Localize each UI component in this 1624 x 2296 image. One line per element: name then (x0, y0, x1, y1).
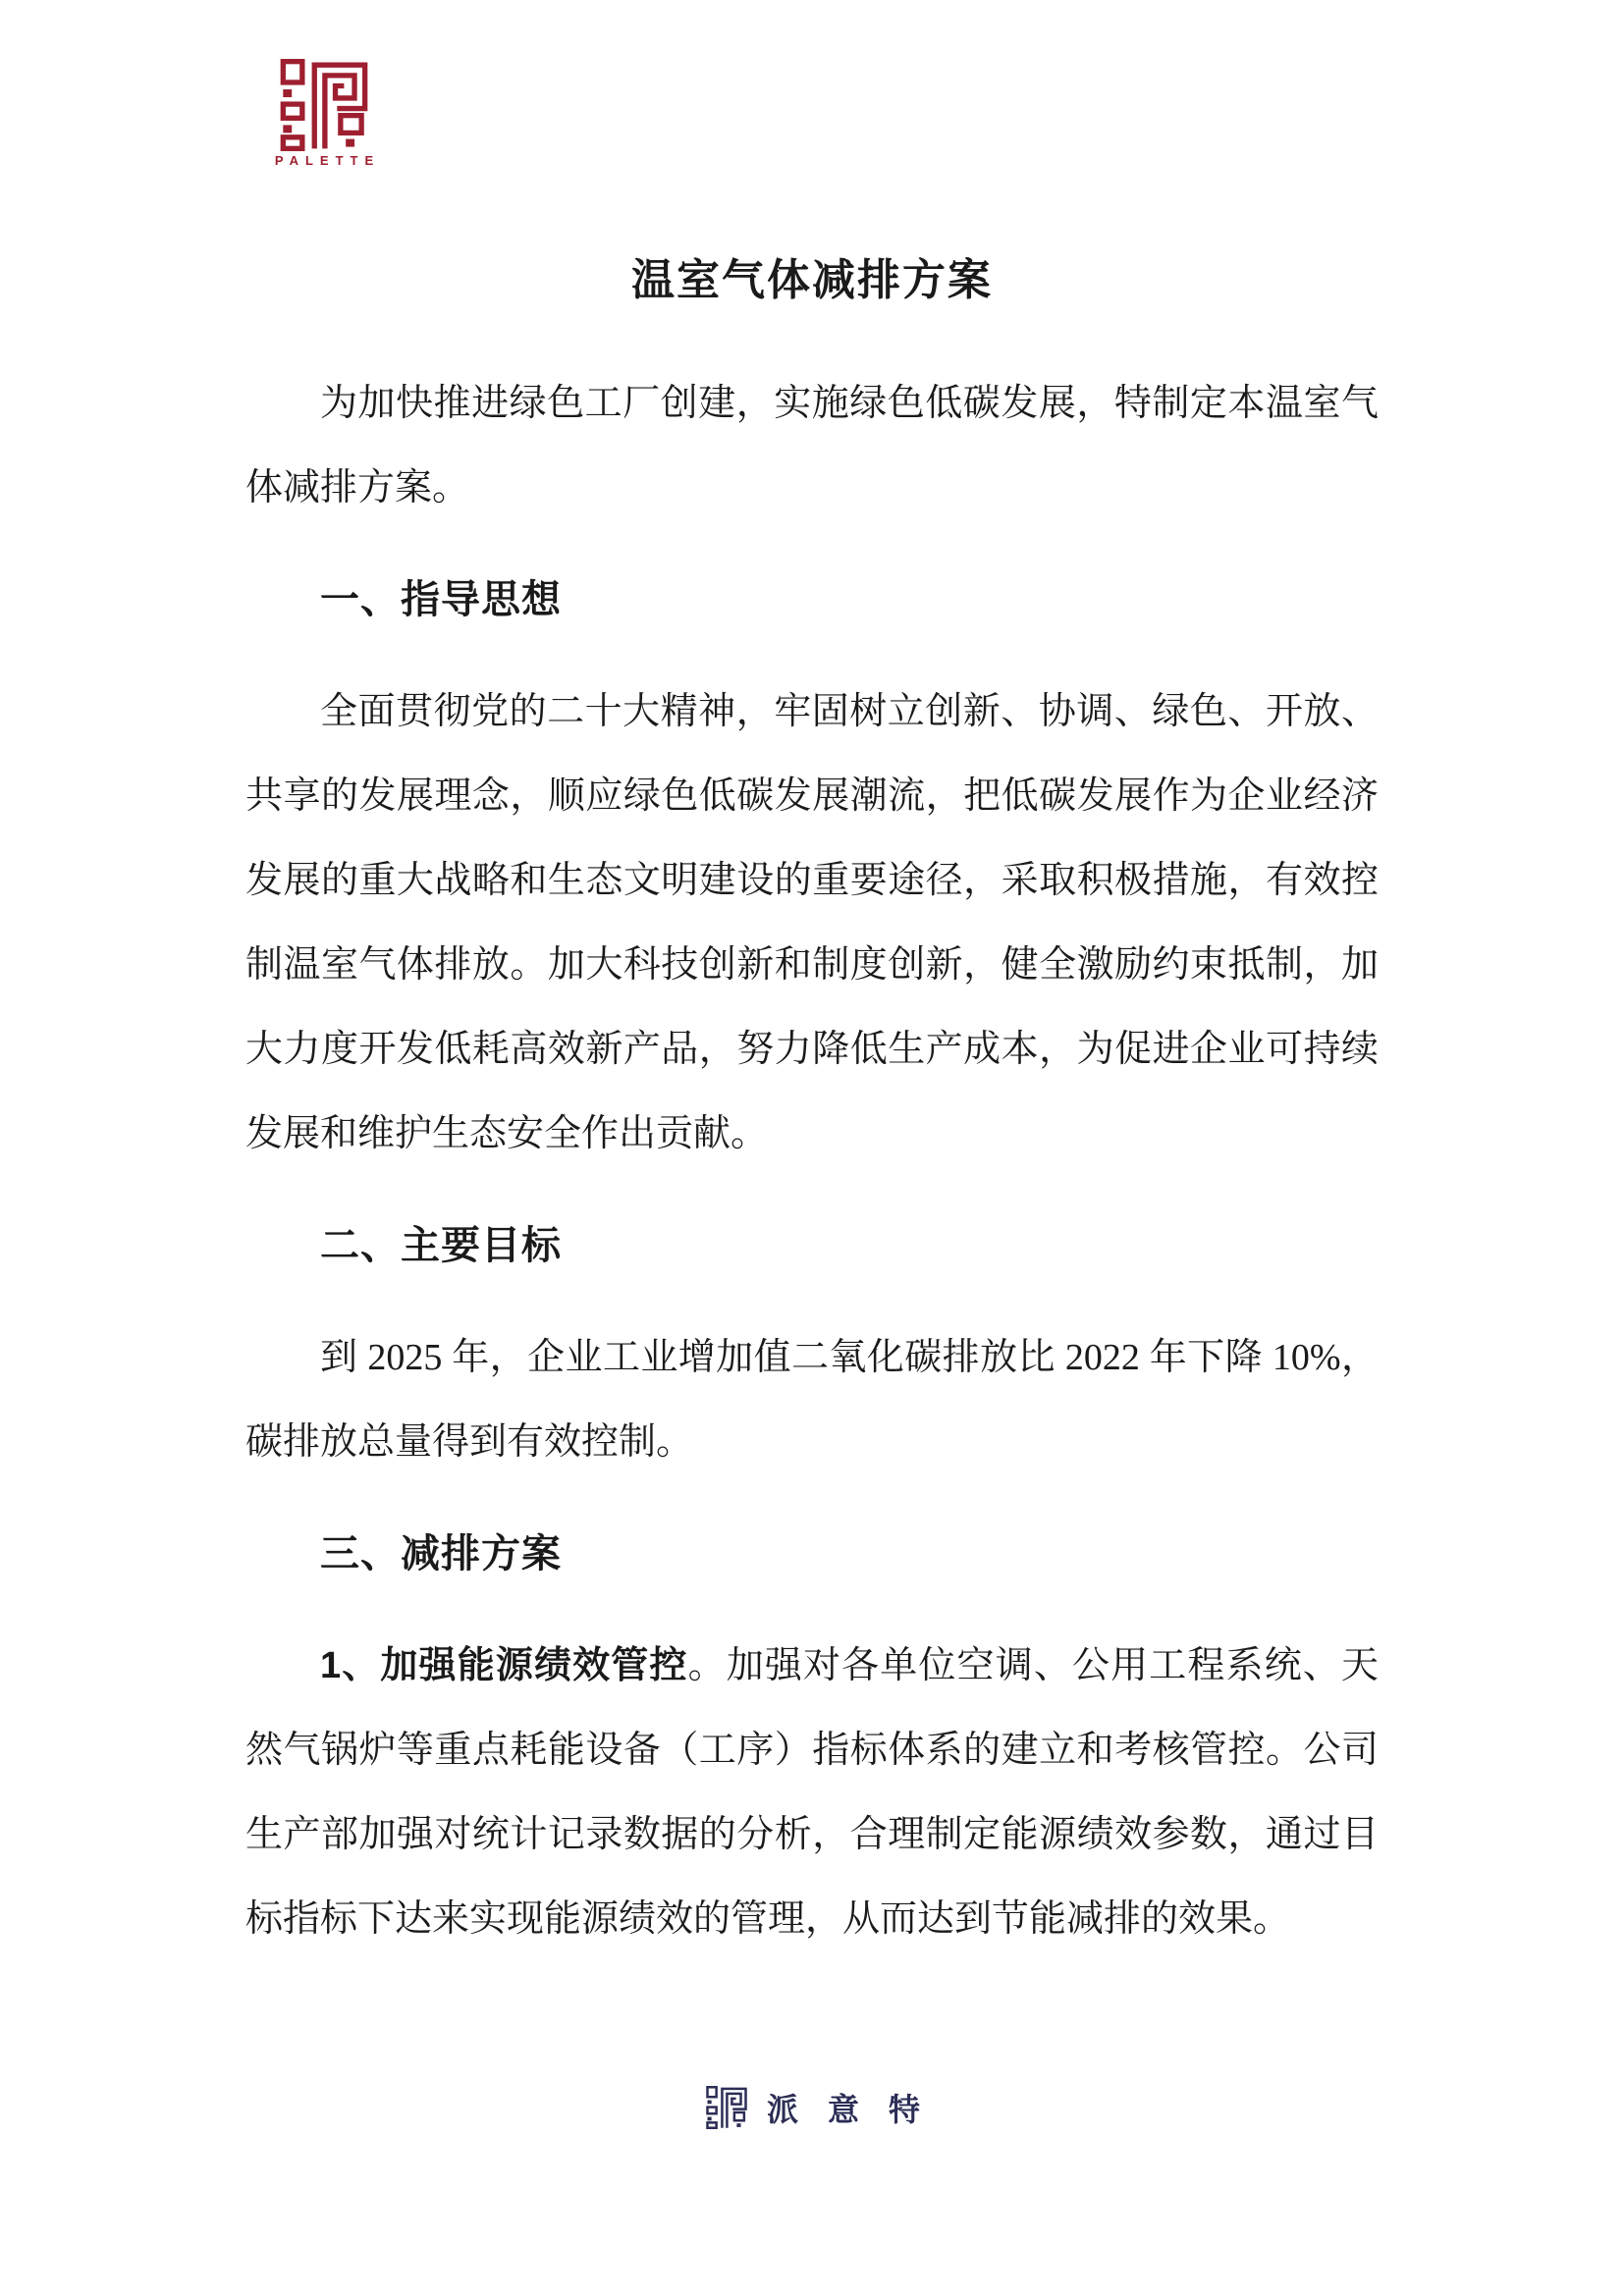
header-brand-name: PALETTE (274, 153, 381, 168)
section-2-paragraph (245, 1315, 1379, 1484)
measure-title-bold: 1、加强能源绩效管控 (320, 1645, 688, 1686)
paragraph-line: 发展和维护生态安全作出贡献。 (245, 1113, 769, 1154)
paragraph-line: 制温室气体排放。加大科技创新和制度创新，健全激励约束抵制，加 (245, 944, 1379, 986)
section-heading-2: 二、主要目标 (320, 1224, 562, 1267)
paragraph-line: 全面贯彻党的二十大精神，牢固树立创新、协调、绿色、开放、 (320, 691, 1379, 732)
footer-brand-logo (0, 2085, 1624, 2130)
paragraph-line: 大力度开发低耗高效新产品，努力降低生产成本，为促进企业可持续 (245, 1029, 1379, 1070)
section-heading-1: 一、指导思想 (320, 578, 562, 621)
footer-brand-name: 派意特 (766, 2092, 949, 2127)
paragraph-line: 标指标下达来实现能源绩效的管理，从而达到节能减排的效果。 (245, 1898, 1291, 1940)
paragraph-line: 共享的发展理念，顺应绿色低碳发展潮流，把低碳发展作为企业经济 (245, 775, 1379, 817)
paragraph-line: 到 2025 年，企业工业增加值二氧化碳排放比 2022 年下降 10%， (320, 1337, 1379, 1378)
paragraph-line (245, 1624, 1379, 1708)
section-1-paragraph (245, 669, 1379, 1176)
paragraph-line: 碳排放总量得到有效控制。 (245, 1421, 694, 1463)
intro-paragraph (245, 361, 1379, 530)
section-heading-3: 三、减排方案 (320, 1532, 562, 1575)
document-title: 温室气体减排方案 (631, 256, 993, 304)
paiyite-logo-icon (704, 2086, 749, 2129)
paragraph-line: 体减排方案。 (245, 467, 470, 508)
paragraph-text: 。加强对各单位空调、公用工程系统、天 (687, 1645, 1379, 1686)
paragraph-line: 为加快推进绿色工厂创建，实施绿色低碳发展，特制定本温室气 (320, 383, 1379, 424)
document-body (245, 0, 1379, 1961)
section-3-paragraph (245, 1624, 1379, 1961)
paragraph-line: 生产部加强对统计记录数据的分析，合理制定能源绩效参数，通过目 (245, 1814, 1379, 1855)
paragraph-line: 发展的重大战略和生态文明建设的重要途径，采取积极措施，有效控 (245, 860, 1379, 901)
paragraph-line: 然气锅炉等重点耗能设备（工序）指标体系的建立和考核管控。公司 (245, 1730, 1379, 1771)
